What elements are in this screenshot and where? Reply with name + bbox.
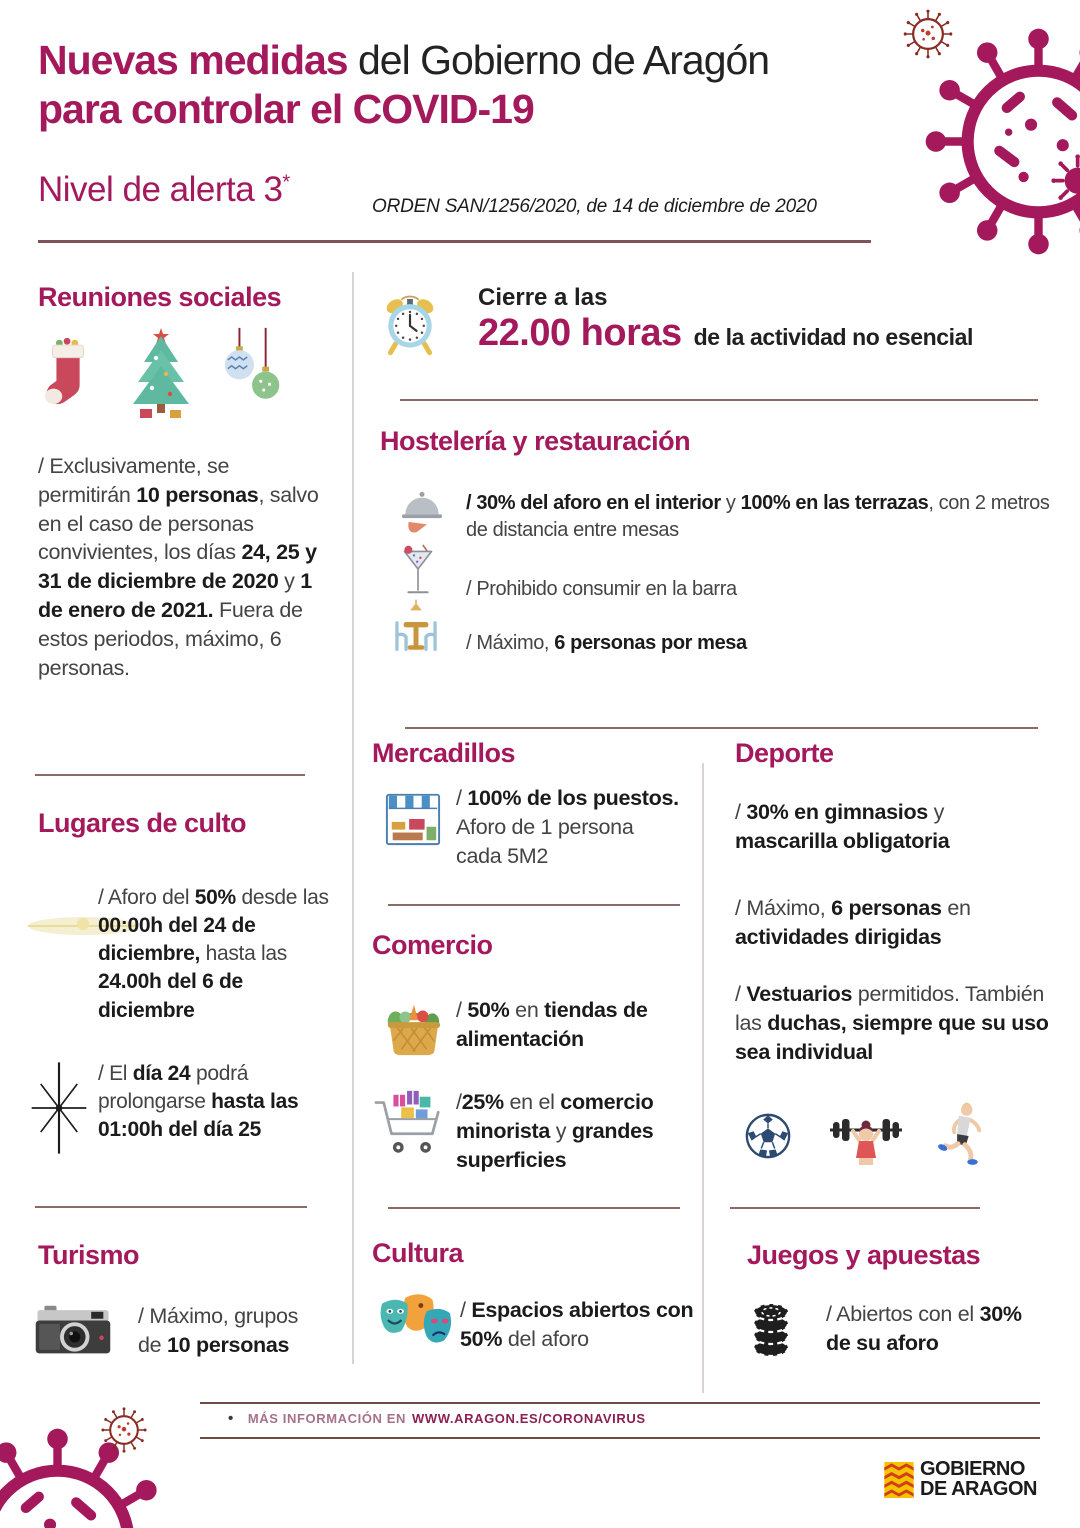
reuniones-text: / Exclusivamente, se permitirán 10 personas, salvo en el caso de personas convivientes, los días 24, 25 y 31 de diciembre de 2020 y 1 de enero de 2021. Fuera de estos periodos, máximo, 6 personas.: [38, 454, 319, 680]
closure-line1: Cierre a las: [478, 284, 608, 311]
hosteleria-title: Hostelería y restauración: [380, 426, 691, 456]
poker-chips-icon: [748, 1298, 794, 1360]
gobierno-aragon-logo: [884, 1460, 1037, 1499]
section-divider: [388, 904, 680, 906]
culto-text-2: / El día 24 podrá prolongarse hasta las 01:00h del día 25: [98, 1062, 299, 1142]
section-divider: [400, 399, 1038, 401]
cloche-icon: [396, 486, 448, 536]
food-basket-icon: [382, 996, 446, 1058]
christmas-tree-icon: [126, 326, 196, 426]
logo-line1: GOBIERNO: [920, 1458, 1025, 1480]
juegos-title: Juegos y apuestas: [747, 1240, 981, 1270]
christmas-stocking-icon: [40, 330, 98, 422]
deporte-title: Deporte: [735, 738, 834, 768]
table-chairs-icon: [387, 598, 445, 656]
runner-icon: [934, 1102, 986, 1170]
deporte-text-3: / Vestuarios permitidos. También las duchas, siempre que su uso sea individual: [735, 982, 1049, 1064]
reuniones-title: Reuniones sociales: [38, 282, 282, 312]
camera-icon: [34, 1302, 112, 1358]
bullet-icon: •: [228, 1410, 234, 1427]
shopping-cart-icon: [372, 1086, 446, 1160]
comercio-text-2: /25% en el comercio minorista y grandes superficies: [456, 1090, 654, 1172]
comercio-title: Comercio: [372, 930, 493, 960]
weightlifter-icon: [826, 1116, 906, 1168]
footer-info: [228, 1410, 646, 1427]
theater-masks-icon: [376, 1290, 458, 1354]
vertical-divider: [352, 272, 354, 1364]
alert-level: Nivel de alerta 3*: [38, 170, 290, 209]
comercio-text-1: / 50% en tiendas de alimentación: [456, 998, 648, 1051]
alarm-clock-icon: [381, 282, 439, 366]
cultura-title: Cultura: [372, 1238, 463, 1268]
section-divider: [35, 1206, 307, 1208]
virus-icon: [900, 6, 956, 62]
hosteleria-text-1: / 30% del aforo en el interior y 100% en las terrazas, con 2 metros de distancia entre mesas: [466, 492, 1050, 541]
closure-rest: de la actividad no esencial: [693, 324, 974, 350]
market-stall-icon: [384, 790, 442, 848]
footer-divider: [200, 1402, 1040, 1404]
cocktail-icon: [398, 542, 438, 604]
ornaments-icon: [220, 326, 288, 422]
deporte-text-1: / 30% en gimnasios y mascarilla obligatoria: [735, 800, 950, 853]
deporte-text-2: / Máximo, 6 personas en actividades dirigidas: [735, 896, 971, 949]
soccer-ball-icon: [744, 1112, 792, 1160]
footer-divider: [200, 1437, 1040, 1439]
closure-block: [478, 284, 973, 355]
virus-icon: [98, 1404, 150, 1456]
section-divider: [388, 1207, 680, 1209]
footer-info-prefix: MÁS INFORMACIÓN EN: [247, 1411, 406, 1426]
alert-asterisk: *: [282, 171, 290, 194]
hosteleria-text-3: / Máximo, 6 personas por mesa: [466, 632, 747, 654]
header-divider: [38, 240, 871, 243]
mercadillos-text: / 100% de los puestos. Aforo de 1 persona cada 5M2: [456, 786, 679, 868]
mercadillos-title: Mercadillos: [372, 738, 516, 768]
culto-text-1: / Aforo del 50% desde las 00:00h del 24 de diciembre, hasta las 24.00h del 6 de diciembre: [98, 886, 329, 1022]
logo-line2: DE ARAGON: [920, 1477, 1037, 1500]
section-divider: [405, 727, 1038, 729]
page-title: Nuevas medidas del Gobierno de Aragón para controlar el COVID-19: [38, 37, 770, 133]
star-icon: [30, 1058, 88, 1158]
culto-title: Lugares de culto: [38, 808, 247, 838]
section-divider: [35, 774, 305, 776]
section-divider: [730, 1207, 980, 1209]
turismo-title: Turismo: [38, 1240, 140, 1270]
juegos-text: / Abiertos con el 30% de su aforo: [826, 1302, 1022, 1355]
turismo-text: / Máximo, grupos de 10 personas: [138, 1304, 299, 1357]
cultura-text: / Espacios abiertos con 50% del aforo: [460, 1298, 694, 1351]
footer-info-url[interactable]: WWW.ARAGON.ES/CORONAVIRUS: [412, 1411, 646, 1426]
aragon-flag-icon: [884, 1462, 914, 1498]
closure-time: 22.00 horas: [478, 312, 682, 354]
order-reference: ORDEN SAN/1256/2020, de 14 de diciembre de 2020: [372, 196, 817, 217]
hosteleria-text-2: / Prohibido consumir en la barra: [466, 578, 737, 600]
